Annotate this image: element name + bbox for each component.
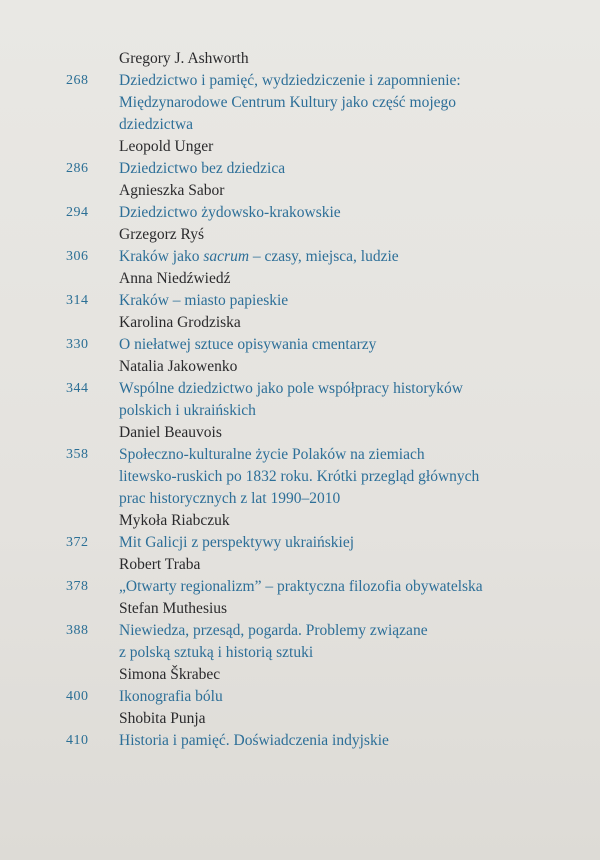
toc-page-number: 268	[66, 73, 89, 88]
toc-entry-title	[119, 202, 564, 224]
toc-title-line: Historia i pamięć. Doświadczenia indyjskie	[119, 732, 389, 749]
toc-entry-title	[119, 444, 564, 510]
toc-entry[interactable]	[0, 202, 600, 224]
toc-page-number: 344	[66, 381, 89, 396]
toc-title-line: dziedzictwa	[119, 116, 194, 133]
toc-author: Anna Niedźwiedź	[119, 270, 231, 287]
toc-title-line: Niewiedza, przesąd, pogarda. Problemy związane	[119, 622, 428, 639]
toc-author: Karolina Grodziska	[119, 314, 241, 331]
toc-page-number: 372	[66, 535, 89, 550]
toc-author: Stefan Muthesius	[119, 600, 228, 617]
toc-author: Grzegorz Ryś	[119, 226, 205, 243]
toc-author: Simona Škrabec	[119, 666, 221, 683]
toc-title-line: polskich i ukraińskich	[119, 402, 256, 419]
toc-entry[interactable]	[0, 70, 600, 136]
toc-page-number: 400	[66, 689, 89, 704]
toc-title-line: Dziedzictwo żydowsko-krakowskie	[119, 204, 341, 221]
toc-title-part: – czasy, miejsca, ludzie	[249, 248, 399, 265]
toc-title-line: z polską sztuką i historią sztuki	[119, 644, 314, 661]
toc-page-number: 286	[66, 161, 89, 176]
toc-title-line: Wspólne dziedzictwo jako pole współpracy historyków	[119, 380, 463, 397]
toc-title-line: prac historycznych z lat 1990–2010	[119, 490, 341, 507]
toc-title-italic: sacrum	[203, 248, 250, 265]
toc-entry[interactable]	[0, 378, 600, 422]
toc-page-number: 378	[66, 579, 89, 594]
toc-entry[interactable]	[0, 246, 600, 268]
toc-author: Robert Traba	[119, 556, 201, 573]
toc-title-line: Mit Galicji z perspektywy ukraińskiej	[119, 534, 355, 551]
toc-author: Mykoła Riabczuk	[119, 512, 230, 529]
toc-entry-title	[119, 334, 564, 356]
toc-page-number: 306	[66, 249, 89, 264]
toc-page-number: 358	[66, 447, 89, 462]
table-of-contents	[0, 48, 600, 752]
toc-entry-title	[119, 70, 564, 136]
toc-title-line: litewsko-ruskich po 1832 roku. Krótki przegląd głównych	[119, 468, 480, 485]
toc-title-line: Kraków – miasto papieskie	[119, 292, 289, 309]
toc-entry[interactable]	[0, 620, 600, 664]
toc-title-line: Dziedzictwo bez dziedzica	[119, 160, 286, 177]
toc-page-number: 294	[66, 205, 89, 220]
toc-page-number: 410	[66, 733, 89, 748]
toc-entry[interactable]	[0, 158, 600, 180]
toc-entry[interactable]	[0, 290, 600, 312]
toc-entry-title	[119, 620, 564, 664]
toc-title-line: Międzynarodowe Centrum Kultury jako część mojego	[119, 94, 457, 111]
toc-entry[interactable]	[0, 686, 600, 708]
toc-entry-title	[119, 532, 564, 554]
toc-author: Shobita Punja	[119, 710, 206, 727]
toc-entry[interactable]	[0, 532, 600, 554]
toc-entry[interactable]	[0, 576, 600, 598]
toc-title-line: Ikonografia bólu	[119, 688, 223, 705]
toc-page-number: 330	[66, 337, 89, 352]
toc-entry-title	[119, 730, 564, 752]
toc-entry-title	[119, 246, 564, 268]
toc-title-part: Kraków jako	[119, 248, 204, 265]
toc-author: Gregory J. Ashworth	[119, 50, 249, 67]
toc-author: Daniel Beauvois	[119, 424, 222, 441]
toc-entry-title	[119, 686, 564, 708]
toc-author: Natalia Jakowenko	[119, 358, 238, 375]
toc-page-number: 314	[66, 293, 89, 308]
toc-page-number: 388	[66, 623, 89, 638]
toc-entry-title	[119, 576, 564, 598]
toc-title-line: O niełatwej sztuce opisywania cmentarzy	[119, 336, 377, 353]
toc-title-line: Dziedzictwo i pamięć, wydziedziczenie i zapomnienie:	[119, 72, 461, 89]
toc-entry[interactable]	[0, 444, 600, 510]
toc-entry-title	[119, 378, 564, 422]
toc-entry-title	[119, 290, 564, 312]
toc-author: Agnieszka Sabor	[119, 182, 225, 199]
toc-title-line	[119, 246, 564, 268]
toc-author: Leopold Unger	[119, 138, 214, 155]
toc-title-line: „Otwarty regionalizm” – praktyczna filozofia obywatelska	[119, 578, 483, 595]
toc-entry[interactable]	[0, 730, 600, 752]
toc-entry[interactable]	[0, 334, 600, 356]
toc-title-line: Społeczno-kulturalne życie Polaków na ziemiach	[119, 446, 425, 463]
toc-entry-title	[119, 158, 564, 180]
